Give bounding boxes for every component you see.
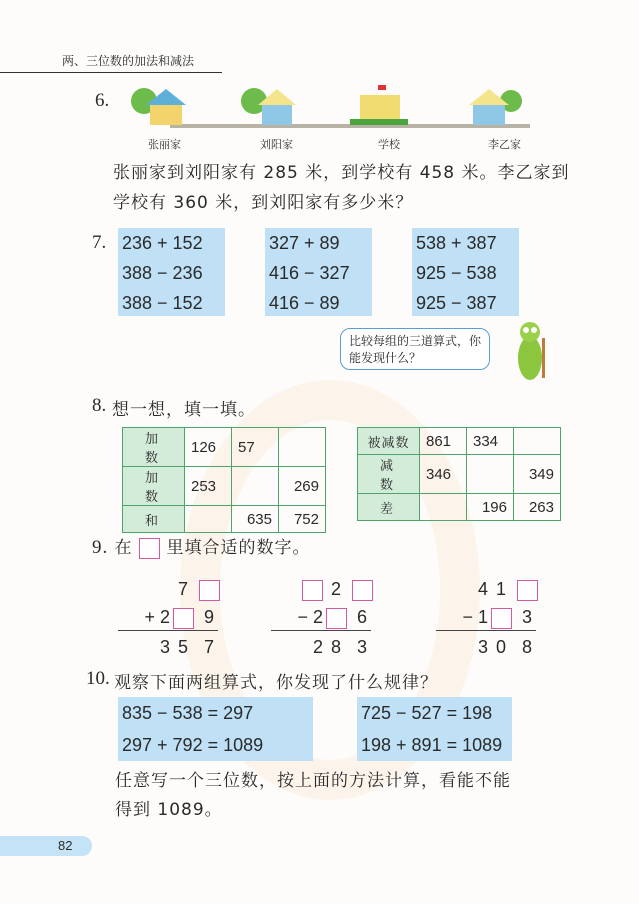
calc-row-mid xyxy=(283,604,375,630)
fill-box-icon xyxy=(139,538,160,559)
calc-row-mid xyxy=(130,604,222,630)
digit: 7 xyxy=(203,637,214,657)
digit: 6 xyxy=(356,607,367,627)
header-rule xyxy=(0,72,222,73)
digit: 3 xyxy=(521,607,532,627)
q10-group-1 xyxy=(118,697,313,761)
digit: 3 xyxy=(356,637,367,657)
table-row: 和 635 752 xyxy=(123,506,326,533)
expression: 388 − 236 xyxy=(122,263,203,283)
subtraction-table xyxy=(357,427,561,521)
blank-cell[interactable] xyxy=(232,467,279,506)
q7-number: 7. xyxy=(92,232,107,253)
blank-digit[interactable] xyxy=(514,576,540,602)
place-label: 学校 xyxy=(378,138,400,151)
calc-row-res xyxy=(283,634,375,660)
place-label: 张丽家 xyxy=(148,138,181,151)
q8-number: 8. xyxy=(92,395,107,416)
table-row: 减 数 346 349 xyxy=(358,455,561,494)
blank-digit[interactable] xyxy=(170,604,196,630)
fill-box-input[interactable] xyxy=(302,580,323,601)
fill-box-input[interactable] xyxy=(173,608,194,629)
q8-title: 想一想，填一填。 xyxy=(112,400,256,420)
fill-box-input[interactable] xyxy=(491,608,512,629)
digit: 9 xyxy=(203,607,214,627)
blank-cell[interactable] xyxy=(420,494,467,521)
expression: 416 − 327 xyxy=(269,263,350,283)
calc-row-res xyxy=(448,634,540,660)
q10-title: 观察下面两组算式，你发现了什么规律？ xyxy=(114,673,438,693)
q7-group-2 xyxy=(265,228,372,316)
chapter-header: 两、三位数的加法和减法 xyxy=(62,54,195,68)
blank-digit[interactable] xyxy=(349,576,375,602)
fill-box-input[interactable] xyxy=(199,580,220,601)
fill-box-input[interactable] xyxy=(326,608,347,629)
digit: 1 xyxy=(495,579,506,599)
blank-digit[interactable] xyxy=(196,576,222,602)
expression: 725 − 527 = 198 xyxy=(361,703,493,723)
expression: 925 − 387 xyxy=(416,293,497,313)
q6-text-line2: 学校有 360 米，到刘阳家有多少米？ xyxy=(113,193,414,213)
digit: 3 xyxy=(477,637,488,657)
digit: 5 xyxy=(177,637,188,657)
digit: − 2 xyxy=(297,607,323,627)
blank-cell[interactable] xyxy=(514,428,561,455)
blank-digit[interactable] xyxy=(488,604,514,630)
speech-bubble: 比较每组的三道算式，你能发现什么？ xyxy=(340,328,490,370)
q10-number: 10. xyxy=(86,668,110,689)
q6-text-line1: 张丽家到刘阳家有 285 米，到学校有 458 米。李乙家到 xyxy=(113,163,570,183)
blank-digit[interactable] xyxy=(283,576,323,602)
q10-text-line2: 得到 1089。 xyxy=(115,800,223,820)
place-label: 刘阳家 xyxy=(260,138,293,151)
digit: 3 xyxy=(159,637,170,657)
house-zhang-illustration xyxy=(130,85,188,127)
digit: 8 xyxy=(330,637,341,657)
blank-cell[interactable] xyxy=(467,455,514,494)
q9-title: 9. 在 里填合适的数字。 xyxy=(92,537,311,558)
expression: 327 + 89 xyxy=(269,233,340,253)
q6-number: 6. xyxy=(95,90,110,111)
table-row: 差 196 263 xyxy=(358,494,561,521)
digit: 7 xyxy=(177,579,188,599)
digit: 2 xyxy=(312,637,323,657)
addition-table xyxy=(122,427,326,533)
digit: 4 xyxy=(477,579,488,599)
digit: − 1 xyxy=(462,607,488,627)
calc-divider-line xyxy=(436,630,536,631)
digit: 2 xyxy=(330,579,341,599)
expression: 538 + 387 xyxy=(416,233,497,253)
place-label: 李乙家 xyxy=(488,138,521,151)
digit: 0 xyxy=(495,637,506,657)
calc-row-mid xyxy=(448,604,540,630)
calc-divider-line xyxy=(118,630,218,631)
expression: 297 + 792 = 1089 xyxy=(122,735,264,755)
school-illustration xyxy=(350,85,408,127)
table-row: 被减数 861 334 xyxy=(358,428,561,455)
q10-group-2 xyxy=(357,697,512,761)
calc-divider-line xyxy=(271,630,371,631)
calc-row-top xyxy=(448,576,540,602)
blank-cell[interactable] xyxy=(279,428,326,467)
table-row: 加 数 126 57 xyxy=(123,428,326,467)
expression: 388 − 152 xyxy=(122,293,203,313)
expression: 835 − 538 = 297 xyxy=(122,703,254,723)
fill-box-input[interactable] xyxy=(352,580,373,601)
q10-text-line1: 任意写一个三位数，按上面的方法计算，看能不能 xyxy=(115,771,511,791)
blank-cell[interactable] xyxy=(185,506,232,533)
grasshopper-mascot-icon xyxy=(500,318,560,390)
expression: 198 + 891 = 1089 xyxy=(361,735,503,755)
blank-digit[interactable] xyxy=(323,604,349,630)
digit: 8 xyxy=(521,637,532,657)
digit: + 2 xyxy=(144,607,170,627)
house-li-illustration xyxy=(465,85,523,127)
q7-group-1 xyxy=(118,228,225,316)
fill-box-input[interactable] xyxy=(517,580,538,601)
q7-group-3 xyxy=(412,228,519,316)
expression: 416 − 89 xyxy=(269,293,340,313)
expression: 236 + 152 xyxy=(122,233,203,253)
calc-row-top xyxy=(130,576,222,602)
calc-row-res xyxy=(130,634,222,660)
page-number: 82 xyxy=(0,836,92,856)
house-liu-illustration xyxy=(240,85,298,127)
digit xyxy=(130,576,170,602)
expression: 925 − 538 xyxy=(416,263,497,283)
table-row: 加 数 253 269 xyxy=(123,467,326,506)
calc-row-top xyxy=(283,576,375,602)
